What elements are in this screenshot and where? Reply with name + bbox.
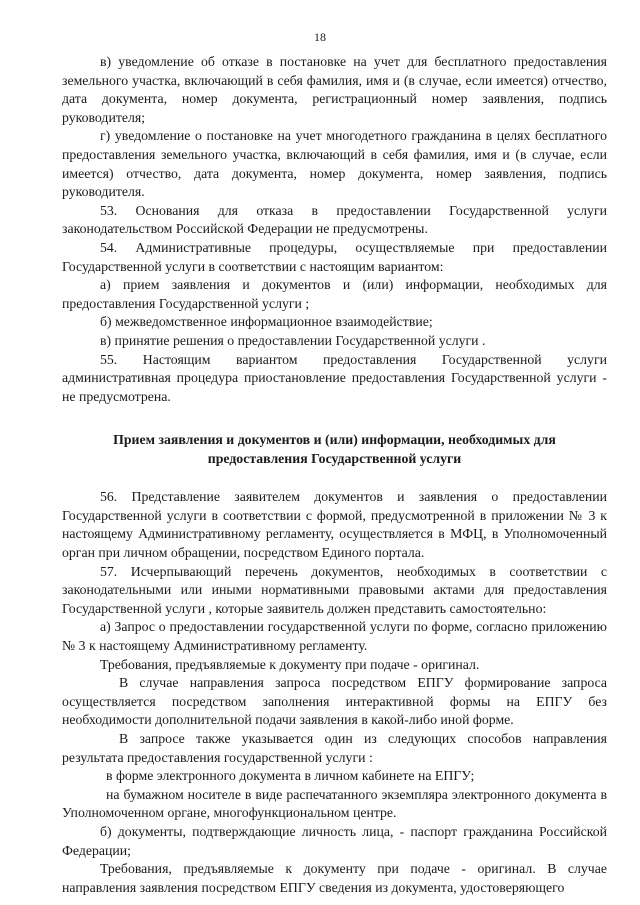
paragraph: б) межведомственное информационное взаимодействие; <box>100 314 433 330</box>
paragraph: в) уведомление об отказе в постановке на учет для бесплатного предоставления земельного участка, включающий в себя фамилия, имя и (в случае, если имеется) отчество, дата документа, номер документа, регистрационный номер заявления, подпись руководителя; <box>62 54 607 125</box>
paragraph: 53. Основания для отказа в предоставлении Государственной услуги законодательством Российской Федерации не предусмотрены. <box>62 202 607 237</box>
section-heading-line-2: предоставления Государственной услуги <box>207 451 462 467</box>
page-number: 18 <box>314 30 326 44</box>
paragraph: а) Запрос о предоставлении государственной услуги по форме, согласно приложению № 3 к настоящему Административному регламенту. <box>62 619 607 654</box>
paragraph: в форме электронного документа в личном кабинете на ЕПГУ; <box>106 768 475 784</box>
paragraph: г) уведомление о постановке на учет многодетного гражданина в целях бесплатного предоставления земельного участка, включающий в себя фамилия, имя и (в случае, если имеется) отчество, дата документа, номер документа, номер заявления, подпись руководителя. <box>62 128 607 200</box>
paragraph: б) документы, подтверждающие личность лица, - паспорт гражданина Российской Федерации; <box>62 823 607 858</box>
section-heading-line-1: Прием заявления и документов и (или) информации, необходимых для <box>113 432 556 448</box>
paragraph: а) прием заявления и документов и (или) информации, необходимых для предоставления Государственной услуги ; <box>62 277 607 311</box>
paragraph: В запросе также указывается один из следующих способов направления результата предоставления государственной услуги : <box>62 731 607 765</box>
paragraph: в) принятие решения о предоставлении Государственной услуги . <box>100 332 486 348</box>
paragraph: В случае направления запроса посредством ЕПГУ формирование запроса осуществляется посредством заполнения интерактивной формы на ЕПГУ без необходимости дополнительной подачи заявления в какой-либо иной форме. <box>62 675 607 728</box>
paragraph: 55. Настоящим вариантом предоставления Государственной услуги административная процедура приостановление предоставления Государственной услуги - не предусмотрена. <box>62 351 607 404</box>
paragraph: 56. Представление заявителем документов и заявления о предоставлении Государственной услуги в соответствии с формой, предусмотренной в приложении № 3 к настоящему Административному регламенту, осуществляется в МФЦ, в Уполномоченный орган при личном обращении, посредством Единого портала. <box>62 489 607 561</box>
paragraph: 57. Исчерпывающий перечень документов, необходимых в соответствии с законодательными или иными нормативными правовыми актами для предоставления Государственной услуги , которые заявитель должен представить самостоятельно: <box>62 563 607 616</box>
paragraphs-after-heading <box>62 488 607 897</box>
paragraphs-before-heading <box>62 53 607 406</box>
section-heading <box>62 430 607 468</box>
paragraph: 54. Административные процедуры, осуществляемые при предоставлении Государственной услуги в соответствии с настоящим вариантом: <box>62 239 607 274</box>
paragraph: на бумажном носителе в виде распечатанного экземпляра электронного документа в Уполномоченном органе, многофункциональном центре. <box>62 786 607 821</box>
paragraph: Требования, предъявляемые к документу при подаче - оригинал. <box>100 656 480 672</box>
document-body <box>62 53 607 897</box>
paragraph: Требования, предъявляемые к документу при подаче - оригинал. В случае направления заявления посредством ЕПГУ сведения из документа, удостоверяющего <box>62 861 607 895</box>
